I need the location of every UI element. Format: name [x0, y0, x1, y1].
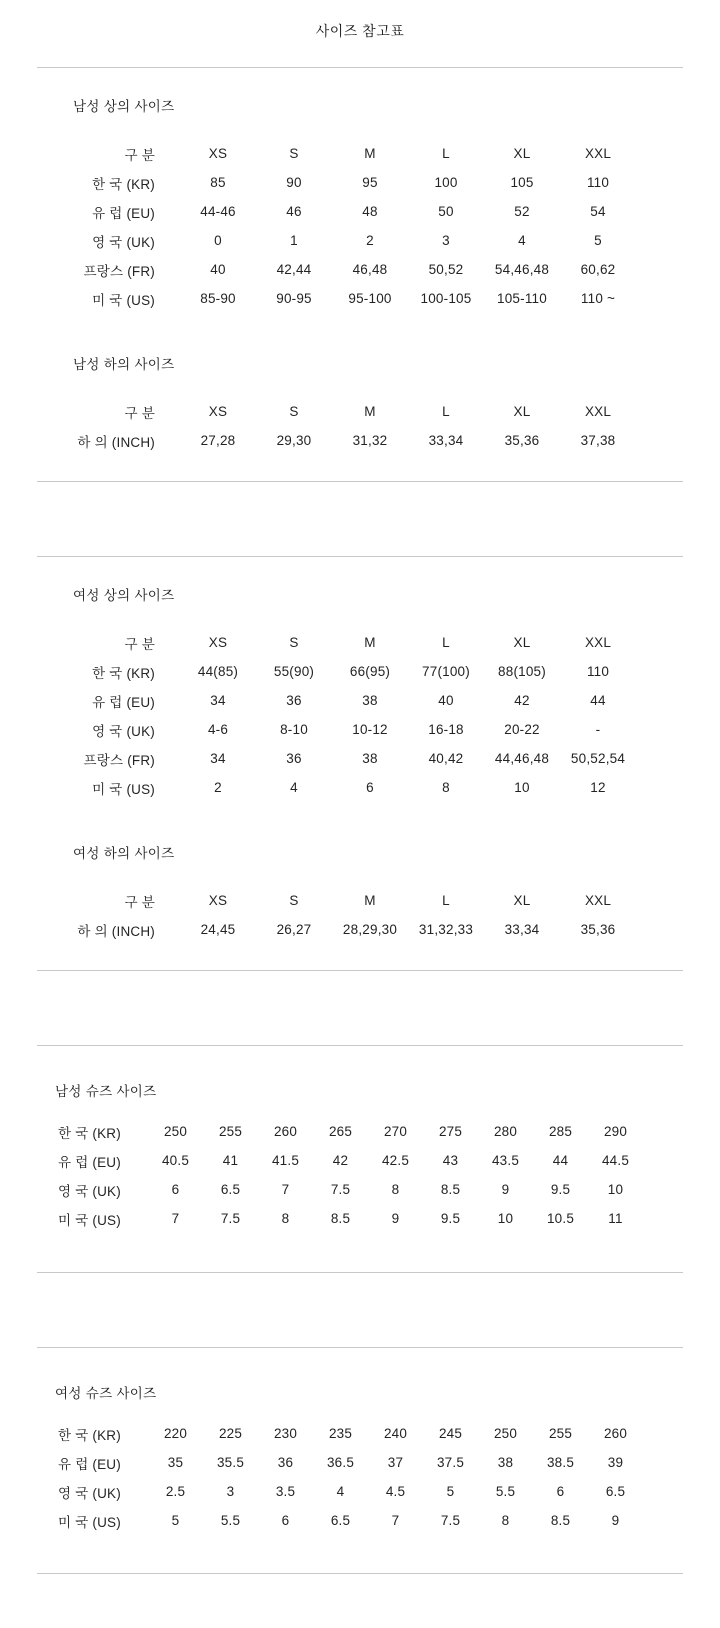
- size-cell: 7.5: [330, 1182, 351, 1197]
- size-cell: 38: [362, 693, 378, 708]
- size-cell: 3: [442, 233, 450, 248]
- size-cell: 54: [590, 204, 606, 219]
- table-row: [58, 1477, 643, 1506]
- table-row: [58, 1506, 643, 1535]
- size-cell: 260: [603, 1426, 628, 1441]
- table-row: [75, 168, 636, 197]
- table-row: [58, 1175, 643, 1204]
- size-cell: 50,52: [428, 262, 464, 277]
- size-cell: 8.5: [550, 1513, 571, 1528]
- size-cell: 9.5: [550, 1182, 571, 1197]
- size-cell: 44.5: [601, 1153, 630, 1168]
- size-cell: 36: [286, 751, 302, 766]
- size-cell: 37: [387, 1455, 404, 1470]
- row-label: 유 럽 (EU): [58, 1154, 121, 1170]
- size-cell: 6: [281, 1513, 290, 1528]
- size-cell: 38.5: [546, 1455, 575, 1470]
- size-cell: 38: [362, 751, 378, 766]
- size-cell: 8: [442, 780, 450, 795]
- women-bottoms-title: 여성 하의 사이즈: [73, 846, 175, 861]
- table-body: [75, 168, 636, 313]
- women-tops-table: [75, 628, 636, 802]
- size-cell: 0: [214, 233, 222, 248]
- section-men-clothing: [0, 98, 720, 455]
- size-cell: 8.5: [330, 1211, 351, 1226]
- size-cell: 280: [493, 1124, 518, 1139]
- size-cell: 52: [514, 204, 530, 219]
- size-cell: 6: [366, 780, 374, 795]
- size-cell: 10: [607, 1182, 624, 1197]
- header-cell: L: [442, 404, 450, 419]
- row-label: 미 국 (US): [58, 1514, 121, 1530]
- row-label: 영 국 (UK): [92, 234, 155, 250]
- size-cell: 100-105: [420, 291, 472, 306]
- size-cell: 90: [286, 175, 302, 190]
- size-cell: 4: [518, 233, 526, 248]
- section-divider: [37, 1573, 683, 1574]
- size-cell: 2: [214, 780, 222, 795]
- table-row: [75, 715, 636, 744]
- size-cell: 110: [586, 175, 610, 190]
- size-cell: 26,27: [276, 922, 312, 937]
- men-bottoms-title: 남성 하의 사이즈: [73, 357, 175, 372]
- size-cell: 290: [603, 1124, 628, 1139]
- size-cell: 230: [273, 1426, 298, 1441]
- row-label: 한 국 (KR): [92, 176, 155, 192]
- size-cell: 6.5: [605, 1484, 626, 1499]
- section-divider: [37, 970, 683, 971]
- header-cell: XS: [208, 146, 228, 161]
- header-cell: XXL: [584, 146, 612, 161]
- header-cell: XL: [513, 635, 531, 650]
- table-header: [75, 886, 636, 915]
- size-cell: 85-90: [200, 291, 236, 306]
- page-title: 사이즈 참고표: [315, 23, 405, 39]
- table-row: [58, 1204, 643, 1233]
- header-cell: 구 분: [124, 894, 155, 910]
- header-cell: 구 분: [124, 147, 155, 163]
- section-men-shoes: [0, 1083, 720, 1233]
- size-cell: 34: [210, 693, 226, 708]
- size-cell: 4.5: [385, 1484, 406, 1499]
- header-cell: L: [442, 635, 450, 650]
- section-women-clothing: [0, 587, 720, 944]
- size-cell: 5: [171, 1513, 180, 1528]
- size-cell: 37.5: [436, 1455, 465, 1470]
- size-cell: 12: [590, 780, 606, 795]
- size-cell: 10-12: [352, 722, 388, 737]
- size-cell: 6: [171, 1182, 180, 1197]
- size-cell: 44,46,48: [494, 751, 550, 766]
- size-cell: 5.5: [495, 1484, 516, 1499]
- size-cell: 41: [222, 1153, 239, 1168]
- row-label: 유 럽 (EU): [92, 205, 155, 221]
- size-cell: 24,45: [200, 922, 236, 937]
- size-cell: 42: [332, 1153, 349, 1168]
- table-body: [75, 915, 636, 944]
- men-bottoms-table: [75, 397, 636, 455]
- size-cell: 40,42: [428, 751, 464, 766]
- women-tops-title: 여성 상의 사이즈: [73, 588, 175, 603]
- header-cell: M: [364, 404, 376, 419]
- size-cell: 40: [210, 262, 226, 277]
- size-cell: 31,32: [352, 433, 388, 448]
- size-cell: 7: [391, 1513, 400, 1528]
- table-row: [58, 1117, 643, 1146]
- table-body: [58, 1117, 643, 1233]
- size-cell: 8: [501, 1513, 510, 1528]
- row-label: 하 의 (INCH): [77, 434, 155, 450]
- header-cell: XXL: [584, 893, 612, 908]
- table-row: [75, 686, 636, 715]
- row-label: 미 국 (US): [92, 292, 155, 308]
- size-cell: 36.5: [326, 1455, 355, 1470]
- size-cell: 3: [226, 1484, 235, 1499]
- row-label: 영 국 (UK): [92, 723, 155, 739]
- size-cell: 37,38: [580, 433, 616, 448]
- size-cell: 60,62: [580, 262, 616, 277]
- size-cell: 66(95): [349, 664, 391, 679]
- size-cell: 250: [163, 1124, 188, 1139]
- size-cell: 44: [590, 693, 606, 708]
- size-cell: 43.5: [491, 1153, 520, 1168]
- header-cell: S: [289, 404, 299, 419]
- header-cell: L: [442, 146, 450, 161]
- size-cell: 275: [438, 1124, 463, 1139]
- size-cell: 10: [514, 780, 530, 795]
- size-cell: 44: [552, 1153, 569, 1168]
- size-cell: 33,34: [504, 922, 540, 937]
- row-label: 한 국 (KR): [58, 1125, 121, 1141]
- size-cell: 44(85): [197, 664, 239, 679]
- row-label: 프랑스 (FR): [83, 752, 155, 768]
- section-divider: [37, 1272, 683, 1273]
- section-divider: [37, 67, 683, 68]
- table-body: [75, 426, 636, 455]
- women-shoes-table: [58, 1419, 643, 1535]
- size-cell: 8: [391, 1182, 400, 1197]
- size-cell: 7: [171, 1211, 180, 1226]
- size-cell: 95: [362, 175, 378, 190]
- size-cell: 35,36: [504, 433, 540, 448]
- size-cell: 4-6: [207, 722, 229, 737]
- size-cell: 95-100: [348, 291, 392, 306]
- row-label: 영 국 (UK): [58, 1485, 121, 1501]
- table-row: [58, 1419, 643, 1448]
- size-cell: 7.5: [220, 1211, 241, 1226]
- section-divider: [37, 481, 683, 482]
- size-cell: 255: [218, 1124, 243, 1139]
- table-row: [75, 773, 636, 802]
- size-cell: 3.5: [275, 1484, 296, 1499]
- header-cell: S: [289, 893, 299, 908]
- size-cell: 105: [510, 175, 534, 190]
- size-cell: 50,52,54: [570, 751, 626, 766]
- size-cell: 235: [328, 1426, 353, 1441]
- size-cell: 265: [328, 1124, 353, 1139]
- header-cell: M: [364, 893, 376, 908]
- size-cell: 6: [556, 1484, 565, 1499]
- header-row: [75, 397, 636, 426]
- size-cell: 28,29,30: [342, 922, 398, 937]
- header-cell: S: [289, 146, 299, 161]
- table-body: [75, 657, 636, 802]
- size-cell: 9: [391, 1211, 400, 1226]
- size-cell: 105-110: [497, 291, 547, 306]
- section-divider: [37, 556, 683, 557]
- header-cell: XS: [208, 635, 228, 650]
- header-cell: XXL: [584, 635, 612, 650]
- size-cell: 31,32,33: [418, 922, 474, 937]
- size-cell: 2.5: [165, 1484, 186, 1499]
- header-row: [75, 886, 636, 915]
- women-shoes-title: 여성 슈즈 사이즈: [55, 1386, 157, 1401]
- size-cell: 245: [438, 1426, 463, 1441]
- size-cell: 35.5: [216, 1455, 245, 1470]
- table-body: [58, 1419, 643, 1535]
- size-cell: 285: [548, 1124, 573, 1139]
- header-cell: 구 분: [124, 636, 155, 652]
- size-cell: 8: [281, 1211, 290, 1226]
- size-cell: 16-18: [428, 722, 464, 737]
- section-divider: [37, 1347, 683, 1348]
- table-row: [75, 255, 636, 284]
- size-cell: 5: [446, 1484, 455, 1499]
- men-shoes-table: [58, 1117, 643, 1233]
- size-cell: 4: [290, 780, 298, 795]
- header-cell: XS: [208, 404, 228, 419]
- table-row: [58, 1146, 643, 1175]
- row-label: 한 국 (KR): [58, 1427, 121, 1443]
- table-row: [75, 226, 636, 255]
- header-cell: L: [442, 893, 450, 908]
- size-cell: 36: [286, 693, 302, 708]
- header-cell: XL: [513, 893, 531, 908]
- table-row: [75, 426, 636, 455]
- men-shoes-title: 남성 슈즈 사이즈: [55, 1084, 157, 1099]
- size-cell: 260: [273, 1124, 298, 1139]
- men-tops-title: 남성 상의 사이즈: [73, 99, 175, 114]
- size-cell: 9: [611, 1513, 620, 1528]
- size-cell: 42: [514, 693, 530, 708]
- size-cell: 7.5: [440, 1513, 461, 1528]
- size-cell: 220: [163, 1426, 188, 1441]
- header-cell: XS: [208, 893, 228, 908]
- header-cell: XXL: [584, 404, 612, 419]
- size-cell: 5: [594, 233, 602, 248]
- size-cell: 255: [548, 1426, 573, 1441]
- table-header: [75, 397, 636, 426]
- size-cell: 27,28: [200, 433, 236, 448]
- size-cell: 50: [438, 204, 454, 219]
- size-cell: 110 ~: [580, 291, 616, 306]
- header-cell: XL: [513, 146, 531, 161]
- size-cell: 88(105): [498, 664, 546, 679]
- size-cell: 35,36: [580, 922, 616, 937]
- size-cell: 240: [383, 1426, 408, 1441]
- size-cell: 77(100): [422, 664, 470, 679]
- size-cell: 100: [434, 175, 458, 190]
- size-cell: 10: [497, 1211, 514, 1226]
- table-row: [75, 915, 636, 944]
- size-cell: 6.5: [330, 1513, 351, 1528]
- header-cell: M: [364, 635, 376, 650]
- row-label: 영 국 (UK): [58, 1183, 121, 1199]
- women-bottoms-table: [75, 886, 636, 944]
- table-row: [75, 284, 636, 313]
- size-cell: 40.5: [161, 1153, 190, 1168]
- row-label: 프랑스 (FR): [83, 263, 155, 279]
- row-label: 미 국 (US): [92, 781, 155, 797]
- row-label: 하 의 (INCH): [77, 923, 155, 939]
- size-cell: 10.5: [546, 1211, 575, 1226]
- size-cell: 6.5: [220, 1182, 241, 1197]
- table-row: [75, 197, 636, 226]
- size-cell: 42.5: [381, 1153, 410, 1168]
- size-cell: 8-10: [280, 722, 308, 737]
- header-cell: M: [364, 146, 376, 161]
- size-cell: 4: [336, 1484, 345, 1499]
- size-cell: 44-46: [200, 204, 236, 219]
- table-row: [58, 1448, 643, 1477]
- size-cell: 39: [607, 1455, 624, 1470]
- row-label: 유 럽 (EU): [92, 694, 155, 710]
- size-cell: 38: [497, 1455, 514, 1470]
- size-cell: 85: [210, 175, 226, 190]
- size-cell: 225: [218, 1426, 243, 1441]
- header-row: [75, 628, 636, 657]
- size-cell: 7: [281, 1182, 290, 1197]
- row-label: 유 럽 (EU): [58, 1456, 121, 1472]
- size-cell: 46: [286, 204, 302, 219]
- header-cell: 구 분: [124, 405, 155, 421]
- size-cell: 43: [442, 1153, 459, 1168]
- size-cell: 46,48: [352, 262, 388, 277]
- header-cell: S: [289, 635, 299, 650]
- size-cell: 8.5: [440, 1182, 461, 1197]
- table-header: [75, 139, 636, 168]
- size-cell: 90-95: [276, 291, 312, 306]
- size-cell: 55(90): [273, 664, 315, 679]
- size-cell: 42,44: [276, 262, 312, 277]
- size-cell: 54,46,48: [494, 262, 550, 277]
- row-label: 한 국 (KR): [92, 665, 155, 681]
- size-cell: 9.5: [440, 1211, 461, 1226]
- header-row: [75, 139, 636, 168]
- size-cell: -: [595, 722, 601, 737]
- size-cell: 36: [277, 1455, 294, 1470]
- row-label: 미 국 (US): [58, 1212, 121, 1228]
- size-cell: 33,34: [428, 433, 464, 448]
- table-row: [75, 657, 636, 686]
- size-cell: 1: [290, 233, 298, 248]
- size-cell: 48: [362, 204, 378, 219]
- table-header: [75, 628, 636, 657]
- size-cell: 35: [167, 1455, 184, 1470]
- size-cell: 20-22: [504, 722, 540, 737]
- size-cell: 250: [493, 1426, 518, 1441]
- section-women-shoes: [0, 1385, 720, 1535]
- header-cell: XL: [513, 404, 531, 419]
- men-tops-table: [75, 139, 636, 313]
- size-cell: 11: [608, 1211, 623, 1226]
- size-cell: 41.5: [271, 1153, 300, 1168]
- section-divider: [37, 1045, 683, 1046]
- size-cell: 9: [501, 1182, 510, 1197]
- size-cell: 29,30: [276, 433, 312, 448]
- size-cell: 110: [586, 664, 610, 679]
- size-cell: 5.5: [220, 1513, 241, 1528]
- size-cell: 34: [210, 751, 226, 766]
- table-row: [75, 744, 636, 773]
- size-cell: 2: [366, 233, 374, 248]
- size-cell: 40: [438, 693, 454, 708]
- size-cell: 270: [383, 1124, 408, 1139]
